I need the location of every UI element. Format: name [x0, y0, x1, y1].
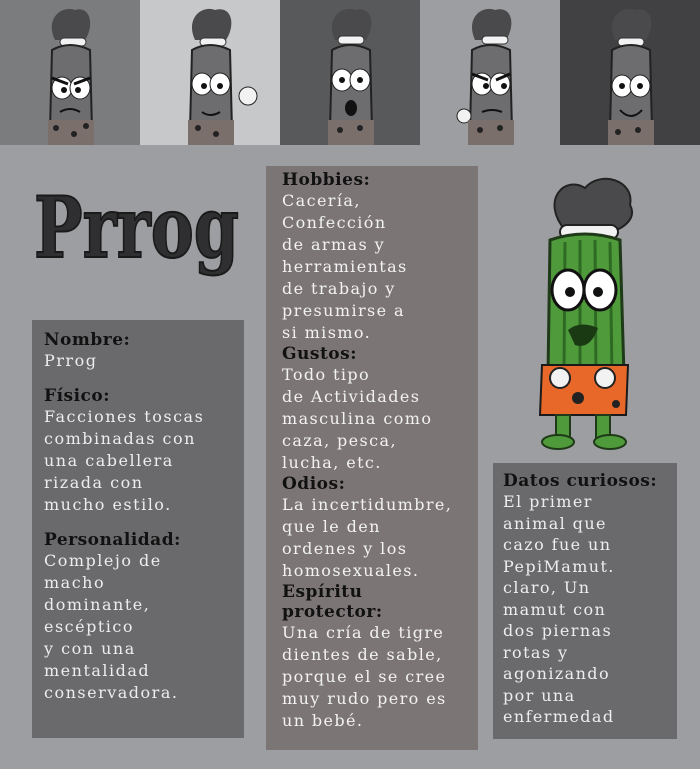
- expression-tile-shocked: [280, 0, 420, 145]
- nombre-value: Prrog: [44, 351, 98, 370]
- datos-heading: Datos curiosos:: [503, 471, 658, 491]
- page-title: [30, 165, 245, 275]
- character-pointing-icon: [420, 0, 560, 145]
- info-panel-middle: [266, 166, 478, 750]
- expression-tile-fist: [140, 0, 280, 145]
- expression-tile-smiling: [560, 0, 700, 145]
- character-smiling-icon: [560, 0, 700, 145]
- character-angry-icon: [0, 0, 140, 145]
- expression-strip: [0, 0, 700, 145]
- info-panel-left: [32, 320, 244, 738]
- odios-value: La incertidumbre, que le den ordenes y los homosexuales.: [282, 495, 453, 580]
- espiritu-value: Una cría de tigre dientes de sable, porque el se cree muy rudo pero es un bebé.: [282, 623, 447, 730]
- datos-value: El primer animal que cazo fue un PepiMamut. claro, Un mamut con dos piernas rotas y agonizando por una enfermedad: [503, 492, 615, 726]
- personalidad-value: Complejo de macho dominante, escéptico y con una mentalidad conservadora.: [44, 551, 179, 702]
- title-text: Prrog: [34, 178, 239, 277]
- fisico-value: Facciones toscas combinadas con una cabellera rizada con mucho estilo.: [44, 407, 205, 514]
- character-fist-icon: [140, 0, 280, 145]
- personalidad-heading: Personalidad:: [44, 530, 181, 550]
- expression-tile-angry: [0, 0, 140, 145]
- info-panel-right: [493, 463, 677, 739]
- odios-heading: Odios:: [282, 474, 346, 494]
- character-illustration-icon: [520, 170, 645, 450]
- nombre-heading: Nombre:: [44, 330, 131, 350]
- espiritu-heading: Espíritu protector:: [282, 582, 383, 622]
- expression-tile-pointing: [420, 0, 560, 145]
- hobbies-value: Cacería, Confección de armas y herramientas de trabajo y presumirse a si mismo.: [282, 191, 408, 342]
- gustos-heading: Gustos:: [282, 344, 357, 364]
- fisico-heading: Físico:: [44, 386, 111, 406]
- character-shocked-icon: [280, 0, 420, 145]
- hobbies-heading: Hobbies:: [282, 170, 371, 190]
- gustos-value: Todo tipo de Actividades masculina como caza, pesca, lucha, etc.: [282, 365, 433, 472]
